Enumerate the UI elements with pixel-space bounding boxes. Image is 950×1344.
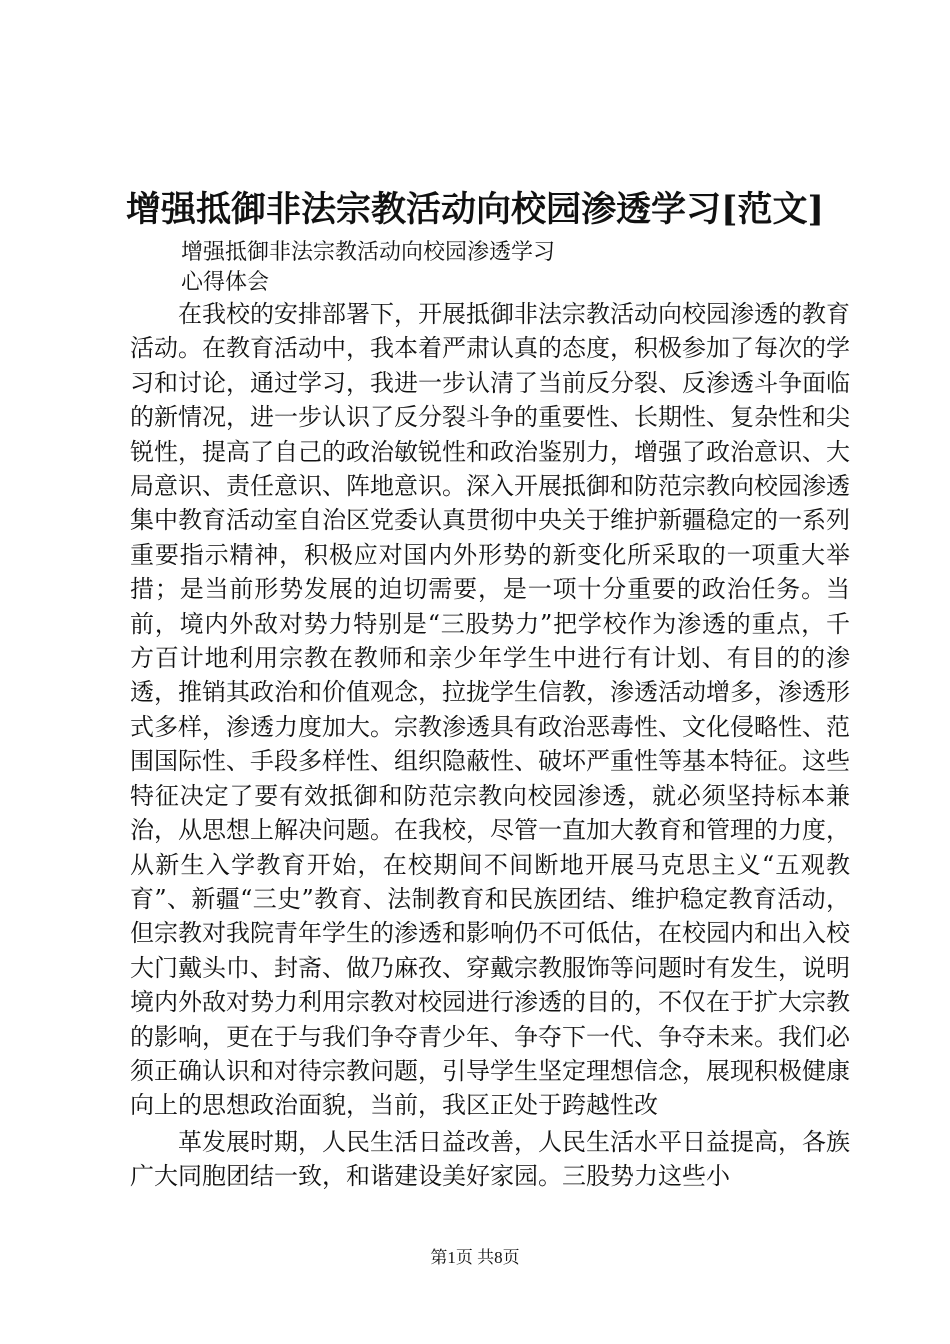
body-paragraph: 革发展时期，人民生活日益改善，人民生活水平日益提高，各族广大同胞团结一致，和谐建设美好家园。三股势力这些小 bbox=[130, 1127, 850, 1191]
page-footer: 第1页 共8页 bbox=[430, 1248, 520, 1267]
document-title: 增强抵御非法宗教活动向校园渗透学习[范文] bbox=[125, 189, 825, 230]
subtitle-line-1: 增强抵御非法宗教活动向校园渗透学习 bbox=[181, 240, 556, 265]
subtitle-line-2: 心得体会 bbox=[181, 270, 270, 295]
body-paragraph: 在我校的安排部署下，开展抵御非法宗教活动向校园渗透的教育活动。在教育活动中，我本着严肃认真的态度，积极参加了每次的学习和讨论，通过学习，我进一步认清了当前反分裂、反渗透斗争面临的新情况，进一步认识了反分裂斗争的重要性、长期性、复杂性和尖锐性，提高了自己的政治敏锐性和政治鉴别力，增强了政治意识、大局意识、责任意识、阵地意识。深入开展抵御和防范宗教向校园渗透集中教育活动室自治区党委认真贯彻中央关于维护新疆稳定的一系列重要指示精神，积极应对国内外形势的新变化所采取的一项重大举措；是当前形势发展的迫切需要，是一项十分重要的政治任务。当前，境内外敌对势力特别是“三股势力”把学校作为渗透的重点，千方百计地利用宗教在教师和亲少年学生中进行有计划、有目的的渗透，推销其政治和价值观念，拉拢学生信教，渗透活动增多，渗透形式多样，渗透力度加大。宗教渗透具有政治恶毒性、文化侵略性、范围国际性、手段多样性、组织隐蔽性、破坏严重性等基本特征。这些特征决定了要有效抵御和防范宗教向校园渗透，就必须坚持标本兼治，从思想上解决问题。在我校，尽管一直加大教育和管理的力度，从新生入学教育开始，在校期间不间断地开展马克思主义“五观教育”、新疆“三史”教育、法制教育和民族团结、维护稳定教育活动，但宗教对我院青年学生的渗透和影响仍不可低估，在校园内和出入校大门戴头巾、封斋、做乃麻孜、穿戴宗教服饰等问题时有发生，说明境内外敌对势力利用宗教对校园进行渗透的目的，不仅在于扩大宗教的影响，更在于与我们争夺青少年、争夺下一代、争夺未来。我们必须正确认识和对待宗教问题，引导学生坚定理想信念，展现积极健康向上的思想政治面貌，当前，我区正处于跨越性改 bbox=[130, 300, 850, 1120]
document-body bbox=[130, 297, 850, 1194]
